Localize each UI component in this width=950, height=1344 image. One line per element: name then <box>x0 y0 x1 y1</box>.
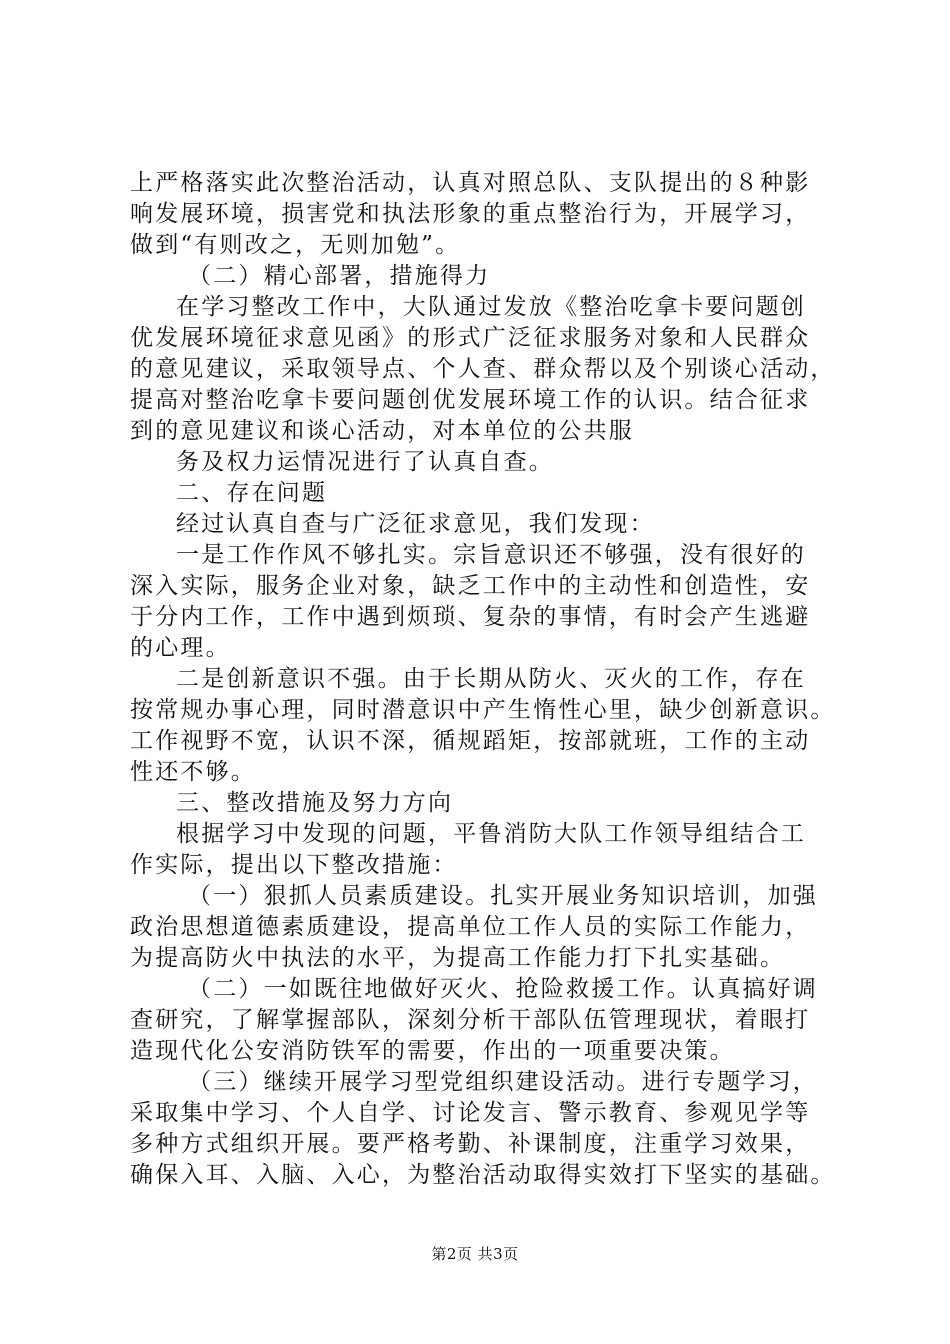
text-line: 采取集中学习、个人自学、讨论发言、警示教育、参观见学等 <box>130 1100 811 1126</box>
text-line: 二是创新意识不强。由于长期从防火、灭火的工作，存在 <box>176 666 806 692</box>
text-line: 查研究，了解掌握部队，深刻分析干部队伍管理现状，着眼打 <box>130 1007 811 1033</box>
text-line: 作实际，提出以下整改措施： <box>130 852 458 878</box>
section-heading: 二、存在问题 <box>176 480 328 506</box>
text-line: 工作视野不宽，认识不深，循规蹈矩，按部就班，工作的主动 <box>130 728 811 754</box>
text-line: 于分内工作，工作中遇到烦琐、复杂的事情，有时会产生逃避 <box>130 604 811 630</box>
text-line: 多种方式组织开展。要严格考勤、补课制度，注重学习效果， <box>130 1131 811 1157</box>
text-line: 政治思想道德素质建设，提高单位工作人员的实际工作能力， <box>130 914 811 940</box>
document-body <box>130 168 850 1191</box>
page-number-footer: 第2页 共3页 <box>431 1245 519 1263</box>
text-line: 的心理。 <box>130 635 231 661</box>
text-line: （一）狠抓人员素质建设。扎实开展业务知识培训，加强 <box>188 883 818 909</box>
text-line: 按常规办事心理，同时潜意识中产生惰性心里，缺少创新意识。 <box>130 697 836 723</box>
text-line: 经过认真自查与广泛征求意见，我们发现： <box>176 511 655 537</box>
text-line: 为提高防火中执法的水平，为提高工作能力打下扎实基础。 <box>130 945 786 971</box>
text-line: 造现代化公安消防铁军的需要，作出的一项重要决策。 <box>130 1038 735 1064</box>
text-line: 优发展环境征求意见函》的形式广泛征求服务对象和人民群众 <box>130 325 811 351</box>
text-line: 提高对整治吃拿卡要问题创优发展环境工作的认识。结合征求 <box>130 387 811 413</box>
text-line: 确保入耳、入脑、入心，为整治活动取得实效打下坚实的基础。 <box>130 1162 836 1188</box>
text-line: 到的意见建议和谈心活动，对本单位的公共服 <box>130 418 634 444</box>
text-line: 上严格落实此次整治活动，认真对照总队、支队提出的８种影 <box>130 170 811 196</box>
text-line: 根据学习中发现的问题，平鲁消防大队工作领导组结合工 <box>176 821 806 847</box>
text-line: 在学习整改工作中，大队通过发放《整治吃拿卡要问题创 <box>176 294 806 320</box>
text-line: 性还不够。 <box>130 759 256 785</box>
section-heading: （二）精心部署，措施得力 <box>188 263 491 289</box>
text-line: 务及权力运情况进行了认真自查。 <box>176 449 554 475</box>
text-line: 响发展环境，损害党和执法形象的重点整治行为，开展学习， <box>130 201 811 227</box>
section-heading: 三、整改措施及努力方向 <box>176 790 454 816</box>
text-line: 的意见建议，采取领导点、个人查、群众帮以及个别谈心活动， <box>130 356 836 382</box>
text-line: 深入实际，服务企业对象，缺乏工作中的主动性和创造性，安 <box>130 573 811 599</box>
text-line: 做到“有则改之，无则加勉”。 <box>130 232 461 258</box>
text-line: 一是工作作风不够扎实。宗旨意识还不够强，没有很好的 <box>176 542 806 568</box>
text-line: （三）继续开展学习型党组织建设活动。进行专题学习， <box>188 1069 818 1095</box>
text-line: （二）一如既往地做好灭火、抢险救援工作。认真搞好调 <box>188 976 818 1002</box>
